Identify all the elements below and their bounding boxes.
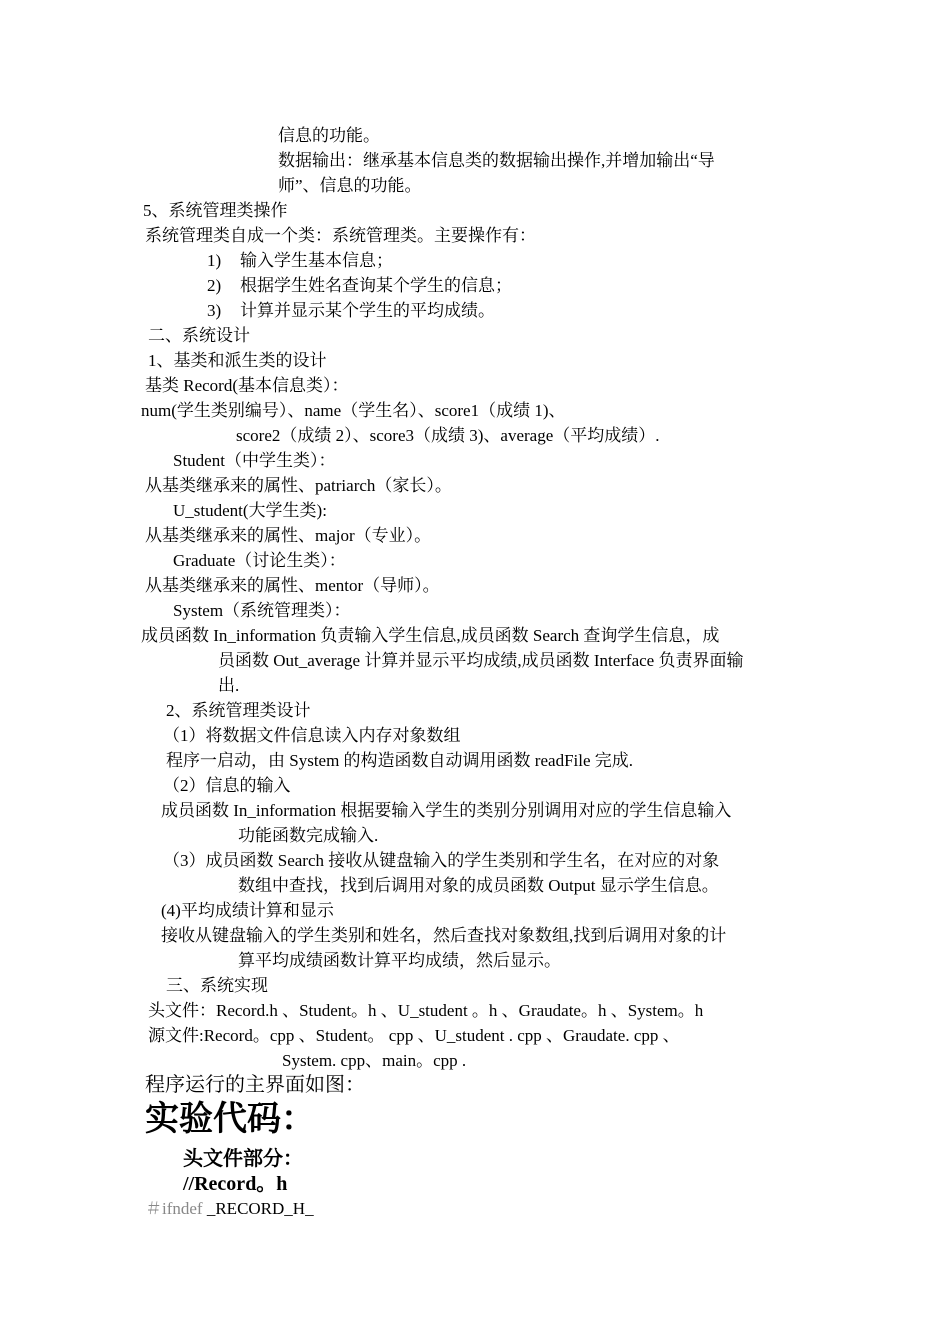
text-line: 系统管理类自成一个类：系统管理类。主要操作有： bbox=[145, 226, 536, 245]
text-line: Student（中学生类）： bbox=[173, 451, 336, 470]
text-line: 数据输出：继承基本信息类的数据输出操作,并增加输出“导 bbox=[278, 151, 715, 170]
text-line: U_student(大学生类): bbox=[173, 501, 327, 520]
text-line: score2（成绩 2）、score3（成绩 3)、average（平均成绩）. bbox=[236, 426, 660, 445]
text-line: 信息的功能。 bbox=[278, 126, 380, 145]
list-item: 根据学生姓名查询某个学生的信息； bbox=[240, 276, 512, 295]
section-heading: 三、系统实现 bbox=[166, 976, 268, 995]
text-line: 出. bbox=[218, 676, 240, 695]
text-line: 从基类继承来的属性、mentor（导师）。 bbox=[145, 576, 440, 595]
text-line: 员函数 Out_average 计算并显示平均成绩,成员函数 Interface 负责界面输 bbox=[218, 651, 744, 670]
list-number: 2) bbox=[207, 276, 222, 295]
text-line: (4)平均成绩计算和显示 bbox=[161, 901, 334, 920]
list-item: 计算并显示某个学生的平均成绩。 bbox=[240, 301, 495, 320]
section-heading: 二、系统设计 bbox=[148, 326, 250, 345]
code-keyword: ＃ifndef bbox=[145, 1199, 203, 1218]
text-line: 师”、信息的功能。 bbox=[278, 176, 422, 195]
text-line: 基类 Record(基本信息类）： bbox=[145, 376, 349, 395]
text-line: 算平均成绩函数计算平均成绩，然后显示。 bbox=[238, 951, 561, 970]
text-line: Graduate（讨论生类）： bbox=[173, 551, 346, 570]
subheading: 头文件部分： bbox=[183, 1148, 303, 1170]
text-line: num(学生类别编号）、name（学生名）、score1（成绩 1)、 bbox=[141, 401, 566, 420]
text-line: （3）成员函数 Search 接收从键盘输入的学生类别和学生名，在对应的对象 bbox=[163, 851, 720, 870]
text-line: 程序运行的主界面如图： bbox=[145, 1074, 365, 1096]
section-heading: 1、基类和派生类的设计 bbox=[148, 351, 327, 370]
code-line bbox=[145, 1198, 314, 1220]
text-line: 源文件:Record。cpp 、Student。 cpp 、U_student . cpp 、Graudate. cpp 、 bbox=[148, 1026, 680, 1045]
text-line: 成员函数 In_information 负责输入学生信息,成员函数 Search 查询学生信息，成 bbox=[141, 626, 720, 645]
text-line: （1）将数据文件信息读入内存对象数组 bbox=[163, 726, 461, 745]
text-line: 数组中查找，找到后调用对象的成员函数 Output 显示学生信息。 bbox=[238, 876, 719, 895]
section-heading: 2、系统管理类设计 bbox=[166, 701, 311, 720]
text-line: 功能函数完成输入. bbox=[238, 826, 379, 845]
text-line: 从基类继承来的属性、patriarch（家长）。 bbox=[145, 476, 452, 495]
code-comment: //Record。h bbox=[183, 1173, 288, 1195]
text-line: System（系统管理类）： bbox=[173, 601, 351, 620]
section-heading: 5、系统管理类操作 bbox=[143, 201, 288, 220]
list-item: 输入学生基本信息； bbox=[240, 251, 393, 270]
text-line: 程序一启动，由 System 的构造函数自动调用函数 readFile 完成. bbox=[166, 751, 634, 770]
list-number: 1) bbox=[207, 251, 222, 270]
text-line: 从基类继承来的属性、major（专业）。 bbox=[145, 526, 432, 545]
code-text: _RECORD_H_ bbox=[202, 1199, 314, 1218]
text-line: （2）信息的输入 bbox=[163, 776, 291, 795]
text-line: System. cpp、main。cpp . bbox=[282, 1051, 467, 1070]
text-line: 接收从键盘输入的学生类别和姓名，然后查找对象数组,找到后调用对象的计 bbox=[161, 926, 727, 945]
text-line: 成员函数 In_information 根据要输入学生的类别分别调用对应的学生信息输入 bbox=[161, 801, 732, 820]
text-line: 头文件：Record.h 、Student。h 、U_student 。h 、Graudate。h 、System。h bbox=[148, 1001, 704, 1020]
list-number: 3) bbox=[207, 301, 222, 320]
main-heading: 实验代码： bbox=[145, 1101, 315, 1138]
